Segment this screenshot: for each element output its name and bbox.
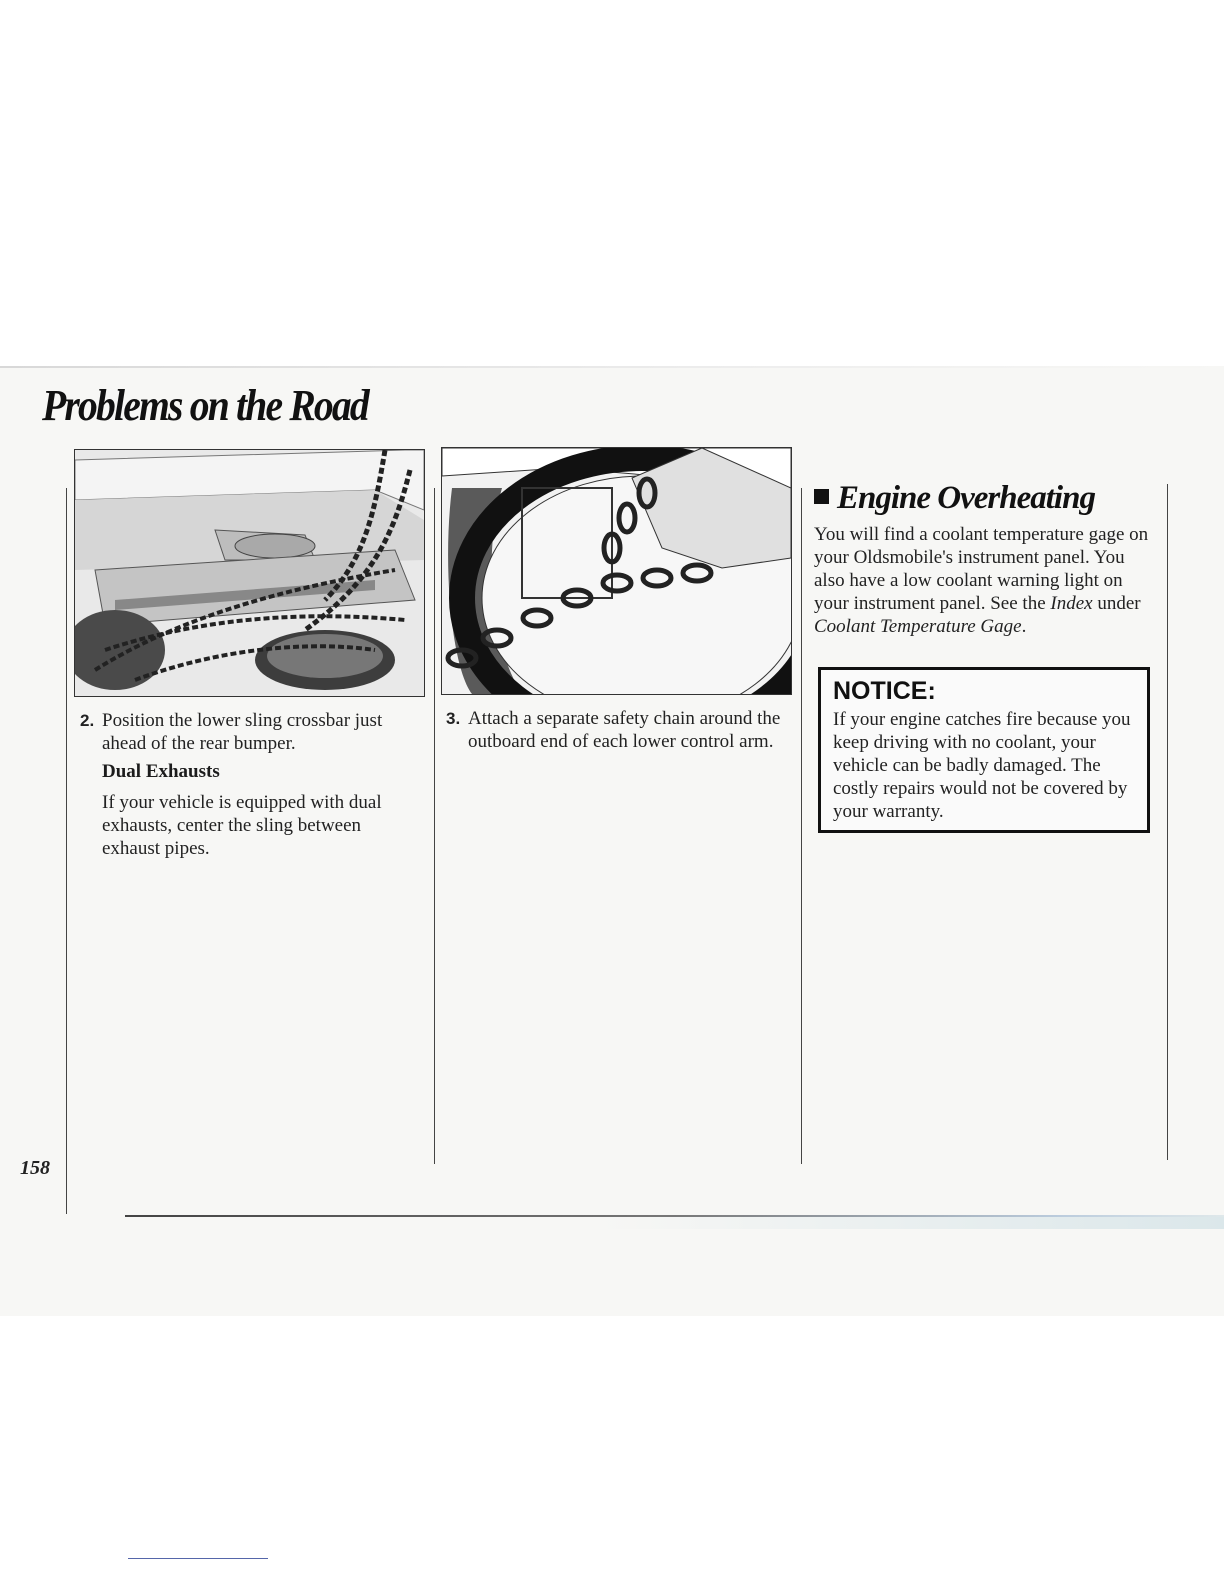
step-text: Attach a separate safety chain around the outboard end of each lower control arm. — [468, 708, 781, 752]
square-bullet-icon — [814, 489, 829, 504]
paragraph-text: You will find a coolant temperature gage on your Oldsmobile's instrument panel. You also have a low coolant warning light on your instrument panel. See the — [814, 524, 1149, 614]
coolant-gage-reference: Coolant Temperature Gage — [814, 616, 1022, 637]
column-rule-1 — [434, 488, 435, 1164]
engine-overheating-title: Engine Overheating — [837, 480, 1095, 516]
page-number: 158 — [20, 1157, 50, 1179]
notice-title: NOTICE: — [833, 677, 936, 705]
step-number: 2. — [80, 711, 95, 730]
column-rule-left — [66, 488, 67, 1214]
index-reference: Index — [1050, 593, 1093, 614]
bottom-band — [600, 1217, 1224, 1229]
dual-exhausts-heading: Dual Exhausts — [102, 761, 220, 782]
figure-safety-chain — [441, 447, 792, 695]
step-number: 3. — [446, 709, 461, 728]
paragraph-text: . — [1021, 616, 1027, 637]
notice-text: If your engine catches fire because you keep driving with no coolant, your vehicle can be badly damaged. The costly repairs would not be covered by your warranty. — [833, 709, 1131, 822]
tow-sling-chains-icon — [75, 450, 424, 696]
safety-chain-wheel-icon — [442, 448, 791, 694]
step-text: Position the lower sling crossbar just ahead of the rear bumper. — [102, 710, 383, 754]
top-rule — [0, 366, 1224, 368]
column-rule-right — [1167, 484, 1168, 1160]
dual-exhausts-paragraph: If your vehicle is equipped with dual exhausts, center the sling between exhaust pipes. — [102, 792, 382, 859]
figure-sling-chains — [74, 449, 425, 697]
paragraph-text: under — [1092, 593, 1141, 614]
step-3 — [446, 707, 792, 753]
footer-link-line — [128, 1558, 268, 1559]
notice-box — [818, 667, 1150, 833]
step-2 — [80, 709, 420, 755]
engine-overheating-paragraph — [814, 523, 1156, 638]
column-rule-2 — [801, 488, 802, 1164]
section-title: Problems on the Road — [42, 381, 368, 430]
engine-overheating-heading — [814, 480, 1095, 517]
